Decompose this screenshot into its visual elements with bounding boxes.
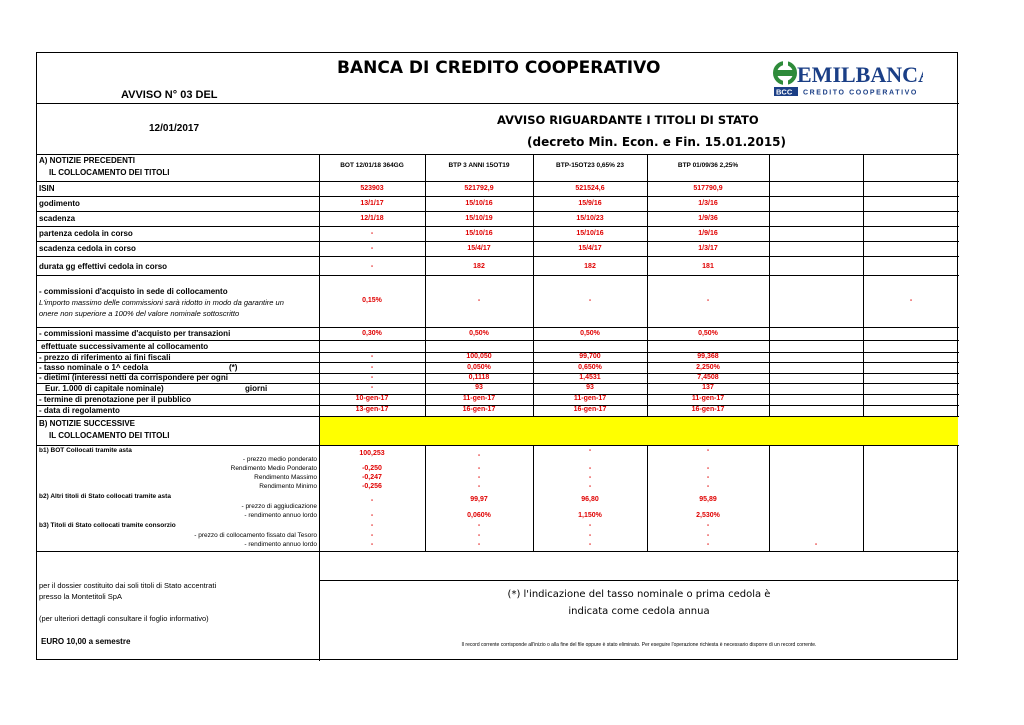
cell-regolamento-1: 13-gen-17 xyxy=(355,406,389,413)
cell-eur-1: - xyxy=(370,384,374,391)
section-a-title: A) NOTIZIE PRECEDENTI xyxy=(39,156,136,165)
cell-partenza-4: 1/9/16 xyxy=(698,230,718,237)
cell-isin-1: 523903 xyxy=(360,185,384,192)
row-label-dietimi: - dietimi (interessi netti da corrispondere per ogni xyxy=(39,373,228,382)
row-label-tasso: - tasso nominale o 1^ cedola xyxy=(39,363,149,372)
cell-godimento-2: 15/10/16 xyxy=(465,200,493,207)
b2-rend-label: - rendimento annuo lordo xyxy=(244,512,317,519)
row-label-eur: Eur. 1.000 di capitale nominale) xyxy=(45,384,164,393)
avviso-decree: (decreto Min. Econ. e Fin. 15.01.2015) xyxy=(527,135,787,149)
b3-title-val-1: - xyxy=(370,522,374,529)
cell-partenza-1: - xyxy=(370,230,374,237)
svg-text:BCC: BCC xyxy=(776,87,793,97)
b2-prezzo-4: 95,89 xyxy=(699,496,717,503)
b1-prezzo-1: 100,253 xyxy=(359,450,385,457)
b3-title-val-2: - xyxy=(477,522,481,529)
row-label-isin: ISIN xyxy=(39,184,55,193)
b1-prezzo-4: - xyxy=(706,447,710,454)
row-label-comm-max: - commissioni massime d'acquisto per transazioni xyxy=(39,329,231,338)
b1-prezzo-3: - xyxy=(588,447,592,454)
b1-rend-max-1: -0,247 xyxy=(362,474,382,481)
cell-partenza-2: 15/10/16 xyxy=(465,230,493,237)
b3-rend-2: - xyxy=(477,541,481,548)
b1-prezzo-2: - xyxy=(477,452,481,459)
notice-sheet xyxy=(36,52,958,660)
cell-isin-2: 521792,9 xyxy=(464,185,494,192)
cell-tasso-1: - xyxy=(370,364,374,371)
b3-prezzo-2: - xyxy=(477,532,481,539)
b1-rend-min-4: - xyxy=(706,483,710,490)
section-a-subtitle: IL COLLOCAMENTO DEI TITOLI xyxy=(49,168,170,177)
cell-commissioni-3: - xyxy=(588,297,592,304)
col-header-4: BTP 01/09/36 2,25% xyxy=(677,162,739,169)
row-label-commissioni: - commissioni d'acquisto in sede di collocamento xyxy=(39,287,228,296)
cell-commissioni-6: - xyxy=(909,297,913,304)
b2-prezzo-3: 96,80 xyxy=(581,496,599,503)
avviso-label: AVVISO N° 03 DEL xyxy=(121,89,218,101)
cell-partenza-3: 15/10/16 xyxy=(576,230,604,237)
b2-prezzo-1: - xyxy=(370,497,374,504)
section-b-subtitle: IL COLLOCAMENTO DEI TITOLI xyxy=(49,431,170,440)
b3-prezzo-4: - xyxy=(706,532,710,539)
svg-text:EMILBANCA: EMILBANCA xyxy=(797,62,923,87)
cell-durata-3: 182 xyxy=(584,263,596,270)
cell-tasso-3: 0,650% xyxy=(578,364,602,371)
cell-comm-max-4: 0,50% xyxy=(698,330,718,337)
cell-tasso-4: 2,250% xyxy=(696,364,720,371)
cell-termine-3: 11-gen-17 xyxy=(573,395,607,402)
footer-record-notice: Il record corrente corrisponde all'inizio o alla fine del file oppure è stato eliminato. Per eseguire l'operazione richiesta è necessario disporre di un record corrente. xyxy=(461,642,817,648)
b3-rend-5: - xyxy=(814,541,818,548)
cell-comm-max-3: 0,50% xyxy=(580,330,600,337)
b3-rend-1: - xyxy=(370,541,374,548)
row-label-godimento: godimento xyxy=(39,199,80,208)
footer-ulteriori: (per ulteriori dettagli consultare il foglio informativo) xyxy=(39,614,209,623)
footer-dossier-1: per il dossier costituito dai soli titoli di Stato accentrati xyxy=(39,581,217,590)
b3-prezzo-1: - xyxy=(370,532,374,539)
cell-tasso-2: 0,050% xyxy=(467,364,491,371)
cell-scad-cedola-1: - xyxy=(370,245,374,252)
b3-rend-3: - xyxy=(588,541,592,548)
b1-prezzo-label: - prezzo medio ponderato xyxy=(242,456,317,463)
b1-rend-medio-1: -0,250 xyxy=(362,465,382,472)
b1-rend-min-label: Rendimento Minimo xyxy=(259,483,317,490)
b1-rend-min-3: - xyxy=(588,483,592,490)
cell-comm-max-2: 0,50% xyxy=(469,330,489,337)
b2-prezzo-2: 99,97 xyxy=(470,496,488,503)
b1-rend-medio-2: - xyxy=(477,465,481,472)
b3-title: b3) Titoli di Stato collocati tramite consorzio xyxy=(39,522,176,529)
cell-scad-cedola-3: 15/4/17 xyxy=(578,245,602,252)
cell-dietimi-3: 1,4531 xyxy=(579,374,601,381)
b2-rend-3: 1,150% xyxy=(578,512,602,519)
cell-prezzo-rif-1: - xyxy=(370,353,374,360)
row-label-regolamento: - data di regolamento xyxy=(39,406,120,415)
row-label-scad-cedola: scadenza cedola in corso xyxy=(39,244,136,253)
b1-rend-min-1: -0,256 xyxy=(362,483,382,490)
b1-title: b1) BOT Collocati tramite asta xyxy=(39,447,132,454)
b1-rend-medio-3: - xyxy=(588,465,592,472)
b3-title-val-4: - xyxy=(706,522,710,529)
b1-rend-max-3: - xyxy=(588,474,592,481)
b1-rend-medio-label: Rendimento Medio Ponderato xyxy=(230,465,317,472)
cell-durata-1: - xyxy=(370,263,374,270)
row-label-durata: durata gg effettivi cedola in corso xyxy=(39,262,168,271)
commissioni-note-2: onere non superiore a 100% del valore nominale sottoscritto xyxy=(39,309,240,318)
cell-commissioni-4: - xyxy=(706,297,710,304)
b1-rend-min-2: - xyxy=(477,483,481,490)
cell-comm-max-1: 0,30% xyxy=(362,330,382,337)
b3-prezzo-3: - xyxy=(588,532,592,539)
b3-title-val-3: - xyxy=(588,522,592,529)
cell-isin-4: 517790,9 xyxy=(693,185,723,192)
row-label-prezzo-rif: - prezzo di riferimento ai fini fiscali xyxy=(39,353,171,362)
footer-note-2: indicata come cedola annua xyxy=(568,606,710,617)
cell-dietimi-2: 0,1118 xyxy=(468,374,490,381)
cell-dietimi-1: - xyxy=(370,374,374,381)
footer-dossier-2: presso la Montetitoli SpA xyxy=(39,592,122,601)
b1-rend-max-label: Rendimento Massimo xyxy=(254,474,317,481)
cell-eur-3: 93 xyxy=(586,384,594,391)
cell-regolamento-4: 16-gen-17 xyxy=(691,406,725,413)
avviso-date: 12/01/2017 xyxy=(149,123,200,134)
cell-prezzo-rif-3: 99,700 xyxy=(579,353,601,360)
cell-scad-cedola-4: 1/3/17 xyxy=(698,245,718,252)
svg-text:CREDITO COOPERATIVO: CREDITO COOPERATIVO xyxy=(803,89,918,97)
b3-rend-label: - rendimento annuo lordo xyxy=(244,541,317,548)
cell-scadenza-3: 15/10/23 xyxy=(576,215,604,222)
b3-prezzo-label: - prezzo di collocamento fissato dal Tesoro xyxy=(194,532,317,539)
col-header-1: BOT 12/01/18 364GG xyxy=(340,162,404,169)
cell-eur-4: 137 xyxy=(702,384,714,391)
cell-godimento-3: 15/9/16 xyxy=(578,200,602,207)
cell-godimento-4: 1/3/16 xyxy=(698,200,718,207)
b2-title: b2) Altri titoli di Stato collocati tramite asta xyxy=(39,493,171,500)
cell-isin-3: 521524,6 xyxy=(575,185,605,192)
cell-durata-2: 182 xyxy=(473,263,485,270)
cell-termine-1: 10-gen-17 xyxy=(355,395,389,402)
cell-commissioni-1: 0,15% xyxy=(362,297,382,304)
b1-rend-max-4: - xyxy=(706,474,710,481)
cell-termine-4: 11-gen-17 xyxy=(691,395,725,402)
b2-rend-4: 2,530% xyxy=(696,512,720,519)
commissioni-note-1: L'importo massimo delle commissioni sarà ridotto in modo da garantire un xyxy=(39,298,284,307)
b2-rend-1: - xyxy=(370,512,374,519)
cell-scad-cedola-2: 15/4/17 xyxy=(467,245,491,252)
emilbanca-logo xyxy=(773,59,923,99)
footer-note-1: (*) l'indicazione del tasso nominale o prima cedola è xyxy=(507,589,771,600)
avviso-subject: AVVISO RIGUARDANTE I TITOLI DI STATO xyxy=(497,113,759,127)
row-label-partenza: partenza cedola in corso xyxy=(39,229,133,238)
b1-rend-medio-4: - xyxy=(706,465,710,472)
cell-regolamento-3: 16-gen-17 xyxy=(573,406,607,413)
col-header-3: BTP-15OT23 0,65% 23 xyxy=(556,162,624,169)
cell-dietimi-4: 7,4508 xyxy=(697,374,719,381)
cell-termine-2: 11-gen-17 xyxy=(462,395,496,402)
col-header-2: BTP 3 ANNI 15OT19 xyxy=(448,162,510,169)
row-label-scadenza: scadenza xyxy=(39,214,76,223)
cell-prezzo-rif-4: 99,368 xyxy=(697,353,719,360)
b2-prezzo-label: - prezzo di aggiudicazione xyxy=(241,503,317,510)
b1-rend-max-2: - xyxy=(477,474,481,481)
cell-godimento-1: 13/1/17 xyxy=(360,200,384,207)
cell-prezzo-rif-2: 100,050 xyxy=(466,353,492,360)
row-label-giorni: giorni xyxy=(245,384,268,393)
cell-eur-2: 93 xyxy=(475,384,483,391)
cell-commissioni-2: - xyxy=(477,297,481,304)
bank-title: BANCA DI CREDITO COOPERATIVO xyxy=(337,58,661,78)
tasso-mark: (*) xyxy=(229,363,238,372)
b3-rend-4: - xyxy=(706,541,710,548)
cell-scadenza-2: 15/10/19 xyxy=(465,215,493,222)
footer-euro: EURO 10,00 a semestre xyxy=(41,637,131,646)
cell-regolamento-2: 16-gen-17 xyxy=(462,406,496,413)
cell-scadenza-1: 12/1/18 xyxy=(360,215,384,222)
b2-rend-2: 0,060% xyxy=(467,512,491,519)
section-b-title: B) NOTIZIE SUCCESSIVE xyxy=(39,419,136,428)
row-label-termine: - termine di prenotazione per il pubblico xyxy=(39,395,192,404)
cell-scadenza-4: 1/9/36 xyxy=(698,215,718,222)
section-b-highlight xyxy=(320,417,958,445)
cell-durata-4: 181 xyxy=(702,263,714,270)
row-label-effettuate: effettuate successivamente al collocamento xyxy=(41,342,209,351)
emilbanca-logo-mark xyxy=(773,59,923,99)
